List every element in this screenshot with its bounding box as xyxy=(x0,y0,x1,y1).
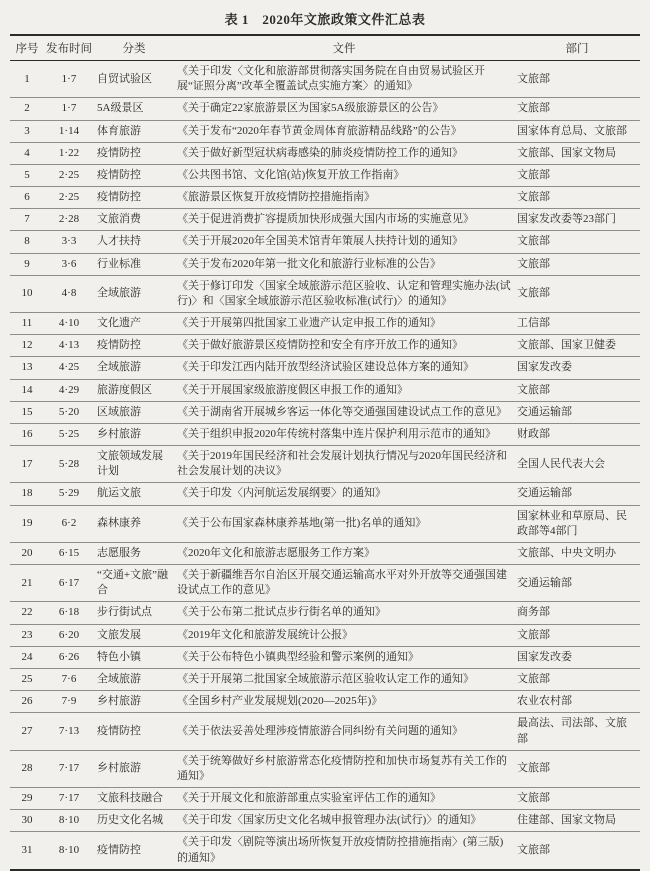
table-row xyxy=(10,98,640,120)
cell-category: 步行街试点 xyxy=(94,602,174,624)
cell-category: 全域旅游 xyxy=(94,275,174,312)
cell-category: 疫情防控 xyxy=(97,843,141,856)
cell-category: 疫情防控 xyxy=(94,713,174,750)
cell-no: 15 xyxy=(10,401,44,423)
cell-category: 人才扶持 xyxy=(94,231,174,253)
cell-department: 文旅部、国家文物局 xyxy=(514,142,640,164)
cell-no: 9 xyxy=(10,253,44,275)
cell-department: 全国人民代表大会 xyxy=(514,446,640,483)
table-row xyxy=(10,313,640,335)
cell-department: 文旅部 xyxy=(514,253,640,275)
cell-document: 《关于公布国家森林康养基地(第一批)名单的通知》 xyxy=(174,505,514,542)
cell-no: 29 xyxy=(10,788,44,810)
cell-no: 23 xyxy=(10,624,44,646)
cell-category: 文旅发展 xyxy=(94,624,174,646)
cell-no: 21 xyxy=(10,565,44,602)
header-date: 发布时间 xyxy=(44,35,94,61)
cell-no: 1 xyxy=(10,61,44,98)
table-row xyxy=(10,401,640,423)
cell-no: 30 xyxy=(10,810,44,832)
cell-document: 《关于确定22家旅游景区为国家5A级旅游景区的公告》 xyxy=(174,98,514,120)
cell-document: 《关于发布“2020年春节黄金周体育旅游精品线路”的公告》 xyxy=(174,120,514,142)
cell-no: 28 xyxy=(10,750,44,787)
cell-category: 文旅消费 xyxy=(94,209,174,231)
cell-department: 工信部 xyxy=(514,313,640,335)
cell-no: 14 xyxy=(10,379,44,401)
cell-department: 商务部 xyxy=(514,602,640,624)
cell-no: 24 xyxy=(10,646,44,668)
cell-department: 交通运输部 xyxy=(514,483,640,505)
table-row xyxy=(10,357,640,379)
cell-category: 乡村旅游 xyxy=(94,750,174,787)
cell-date: 1·14 xyxy=(44,120,94,142)
cell-category: 疫情防控 xyxy=(94,142,174,164)
header-category: 分类 xyxy=(94,35,174,61)
cell-no: 27 xyxy=(10,713,44,750)
cell-department: 国家林业和草原局、民政部等4部门 xyxy=(514,505,640,542)
cell-date: 4·29 xyxy=(44,379,94,401)
cell-document: 《关于做好旅游景区疫情防控和安全有序开放工作的通知》 xyxy=(174,335,514,357)
cell-no: 8 xyxy=(10,231,44,253)
cell-department: 文旅部、中央文明办 xyxy=(514,542,640,564)
table-row xyxy=(10,335,640,357)
cell-date: 7·9 xyxy=(44,691,94,713)
cell-category: 行业标准 xyxy=(94,253,174,275)
cell-department: 文旅部 xyxy=(514,98,640,120)
cell-document: 《关于依法妥善处理涉疫情旅游合同纠纷有关问题的通知》 xyxy=(174,713,514,750)
table-row xyxy=(10,231,640,253)
cell-department: 国家体育总局、文旅部 xyxy=(514,120,640,142)
table-row xyxy=(10,505,640,542)
cell-no: 11 xyxy=(10,313,44,335)
cell-document: 《关于新疆维吾尔自治区开展交通运输高水平对外开放等交通强国建设试点工作的意见》 xyxy=(174,565,514,602)
cell-department: 交通运输部 xyxy=(514,401,640,423)
cell-date: 5·25 xyxy=(44,423,94,445)
table-row xyxy=(10,542,640,564)
cell-date: 6·17 xyxy=(44,565,94,602)
cell-category: 旅游度假区 xyxy=(94,379,174,401)
cell-date: 1·7 xyxy=(44,61,94,98)
cell-date: 1·7 xyxy=(44,98,94,120)
table-row xyxy=(10,788,640,810)
cell-document: 《关于开展文化和旅游部重点实验室评估工作的通知》 xyxy=(174,788,514,810)
cell-no: 13 xyxy=(10,357,44,379)
cell-date: 2·25 xyxy=(44,164,94,186)
cell-date: 7·6 xyxy=(44,668,94,690)
cell-date: 2·25 xyxy=(44,187,94,209)
policy-table xyxy=(10,34,640,871)
cell-department: 文旅部 xyxy=(514,750,640,787)
table-row xyxy=(10,61,640,98)
cell-department: 文旅部 xyxy=(514,164,640,186)
table-title: 表 1 2020年文旅政策文件汇总表 xyxy=(224,12,426,27)
cell-document: 《2019年文化和旅游发展统计公报》 xyxy=(174,624,514,646)
cell-no: 25 xyxy=(10,668,44,690)
cell-category: 疫情防控 xyxy=(94,164,174,186)
cell-category: 志愿服务 xyxy=(94,542,174,564)
cell-date: 6·2 xyxy=(44,505,94,542)
cell-document: 《关于印发〈国家历史文化名城申报管理办法(试行)〉的通知》 xyxy=(174,810,514,832)
cell-document: 《关于印发江西内陆开放型经济试验区建设总体方案的通知》 xyxy=(174,357,514,379)
cell-no: 6 xyxy=(10,187,44,209)
cell-no: 12 xyxy=(10,335,44,357)
cell-category: 疫情防控 xyxy=(94,335,174,357)
table-body xyxy=(10,61,640,870)
cell-no: 18 xyxy=(10,483,44,505)
cell-no: 10 xyxy=(10,275,44,312)
cell-no: 31 xyxy=(21,843,33,856)
cell-date: 7·13 xyxy=(44,713,94,750)
cell-no: 4 xyxy=(10,142,44,164)
table-row xyxy=(10,379,640,401)
cell-department: 文旅部、国家卫健委 xyxy=(514,335,640,357)
cell-category: 体育旅游 xyxy=(94,120,174,142)
cell-document: 《关于开展第四批国家工业遗产认定申报工作的通知》 xyxy=(174,313,514,335)
cell-category: 5A级景区 xyxy=(94,98,174,120)
table-row xyxy=(10,483,640,505)
cell-document: 《关于公布第二批试点步行街名单的通知》 xyxy=(174,602,514,624)
cell-category: 疫情防控 xyxy=(94,187,174,209)
cell-category: 乡村旅游 xyxy=(94,423,174,445)
cell-document: 《关于印发〈文化和旅游部贯彻落实国务院在自由贸易试验区开展“证照分离”改革全覆盖试点实施方案〉的通知》 xyxy=(174,61,514,98)
cell-department: 最高法、司法部、文旅部 xyxy=(514,713,640,750)
cell-date: 5·20 xyxy=(44,401,94,423)
cell-category: “交通+文旅”融合 xyxy=(94,565,174,602)
cell-document: 《关于公布特色小镇典型经验和警示案例的通知》 xyxy=(174,646,514,668)
cell-no: 7 xyxy=(10,209,44,231)
cell-department: 住建部、国家文物局 xyxy=(514,810,640,832)
table-row xyxy=(10,646,640,668)
cell-document: 《旅游景区恢复开放疫情防控措施指南》 xyxy=(174,187,514,209)
table-row xyxy=(10,142,640,164)
cell-document: 《关于开展2020年全国美术馆青年策展人扶持计划的通知》 xyxy=(174,231,514,253)
table-row xyxy=(10,810,640,832)
cell-no: 2 xyxy=(10,98,44,120)
cell-department: 文旅部 xyxy=(514,624,640,646)
cell-document: 《关于组织申报2020年传统村落集中连片保护利用示范市的通知》 xyxy=(174,423,514,445)
table-row xyxy=(10,187,640,209)
cell-date: 7·17 xyxy=(44,750,94,787)
cell-department: 农业农村部 xyxy=(514,691,640,713)
cell-document: 《关于湖南省开展城乡客运一体化等交通强国建设试点工作的意见》 xyxy=(174,401,514,423)
header-document: 文件 xyxy=(174,35,514,61)
cell-document: 《关于开展国家级旅游度假区申报工作的通知》 xyxy=(174,379,514,401)
table-row xyxy=(10,624,640,646)
cell-department: 财政部 xyxy=(514,423,640,445)
cell-date: 8·10 xyxy=(44,810,94,832)
table-row xyxy=(10,713,640,750)
cell-category: 文旅科技融合 xyxy=(94,788,174,810)
cell-department: 文旅部 xyxy=(514,668,640,690)
table-row xyxy=(10,668,640,690)
table-row xyxy=(10,120,640,142)
cell-category: 全域旅游 xyxy=(94,668,174,690)
cell-no: 22 xyxy=(10,602,44,624)
cell-date: 1·22 xyxy=(44,142,94,164)
cell-document: 《关于统筹做好乡村旅游常态化疫情防控和加快市场复苏有关工作的通知》 xyxy=(174,750,514,787)
table-row xyxy=(10,602,640,624)
cell-date: 5·29 xyxy=(44,483,94,505)
table-row xyxy=(10,423,640,445)
cell-department: 国家发改委 xyxy=(514,357,640,379)
cell-category: 特色小镇 xyxy=(94,646,174,668)
cell-category: 全域旅游 xyxy=(94,357,174,379)
cell-document: 《关于印发〈剧院等演出场所恢复开放疫情防控措施指南〉(第三版)的通知》 xyxy=(177,836,504,864)
cell-date: 3·3 xyxy=(44,231,94,253)
cell-department: 文旅部 xyxy=(514,275,640,312)
cell-category: 文旅领域发展计划 xyxy=(94,446,174,483)
cell-document: 《2020年文化和旅游志愿服务工作方案》 xyxy=(174,542,514,564)
cell-department: 文旅部 xyxy=(517,843,550,856)
cell-category: 森林康养 xyxy=(94,505,174,542)
cell-category: 历史文化名城 xyxy=(94,810,174,832)
table-row xyxy=(10,565,640,602)
cell-document: 《关于促进消费扩容提质加快形成强大国内市场的实施意见》 xyxy=(174,209,514,231)
cell-department: 文旅部 xyxy=(514,187,640,209)
table-row xyxy=(10,253,640,275)
cell-date: 5·28 xyxy=(44,446,94,483)
table-row xyxy=(10,275,640,312)
table-row xyxy=(10,691,640,713)
cell-no: 26 xyxy=(10,691,44,713)
cell-no: 19 xyxy=(10,505,44,542)
table-row xyxy=(10,164,640,186)
cell-department: 交通运输部 xyxy=(514,565,640,602)
cell-date: 6·18 xyxy=(44,602,94,624)
cell-category: 自贸试验区 xyxy=(94,61,174,98)
cell-department: 国家发改委等23部门 xyxy=(514,209,640,231)
cell-department: 国家发改委 xyxy=(514,646,640,668)
cell-category: 文化遗产 xyxy=(94,313,174,335)
cell-no: 20 xyxy=(10,542,44,564)
cell-document: 《关于做好新型冠状病毒感染的肺炎疫情防控工作的通知》 xyxy=(174,142,514,164)
cell-date: 8·10 xyxy=(58,843,80,856)
table-row xyxy=(10,750,640,787)
table-row xyxy=(10,209,640,231)
cell-date: 4·25 xyxy=(44,357,94,379)
cell-document: 《公共图书馆、文化馆(站)恢复开放工作指南》 xyxy=(174,164,514,186)
cell-date: 4·10 xyxy=(44,313,94,335)
cell-date: 6·20 xyxy=(44,624,94,646)
cell-date: 4·13 xyxy=(44,335,94,357)
cell-department: 文旅部 xyxy=(514,379,640,401)
cell-no: 3 xyxy=(10,120,44,142)
table-row xyxy=(10,446,640,483)
cell-category: 区域旅游 xyxy=(94,401,174,423)
cell-document: 《关于修订印发〈国家全域旅游示范区验收、认定和管理实施办法(试行)〉和〈国家全域旅游示范区验收标准(试行)〉的通知》 xyxy=(174,275,514,312)
cell-date: 4·8 xyxy=(44,275,94,312)
cell-document: 《关于开展第二批国家全域旅游示范区验收认定工作的通知》 xyxy=(174,668,514,690)
table-header-row xyxy=(10,35,640,61)
cell-date: 7·17 xyxy=(44,788,94,810)
cell-department: 文旅部 xyxy=(514,231,640,253)
cell-document: 《关于印发〈内河航运发展纲要〉的通知》 xyxy=(174,483,514,505)
cell-category: 航运文旅 xyxy=(94,483,174,505)
cell-document: 《全国乡村产业发展规划(2020—2025年)》 xyxy=(174,691,514,713)
cell-date: 6·26 xyxy=(44,646,94,668)
cell-date: 3·6 xyxy=(44,253,94,275)
cell-date: 2·28 xyxy=(44,209,94,231)
cell-document: 《关于发布2020年第一批文化和旅游行业标准的公告》 xyxy=(174,253,514,275)
table-row xyxy=(10,832,640,870)
cell-no: 5 xyxy=(10,164,44,186)
cell-category: 乡村旅游 xyxy=(94,691,174,713)
cell-department: 文旅部 xyxy=(514,788,640,810)
header-no: 序号 xyxy=(10,35,44,61)
cell-date: 6·15 xyxy=(44,542,94,564)
cell-no: 16 xyxy=(10,423,44,445)
cell-department: 文旅部 xyxy=(514,61,640,98)
cell-document: 《关于2019年国民经济和社会发展计划执行情况与2020年国民经济和社会发展计划的决议》 xyxy=(174,446,514,483)
cell-no: 17 xyxy=(10,446,44,483)
header-department: 部门 xyxy=(514,35,640,61)
